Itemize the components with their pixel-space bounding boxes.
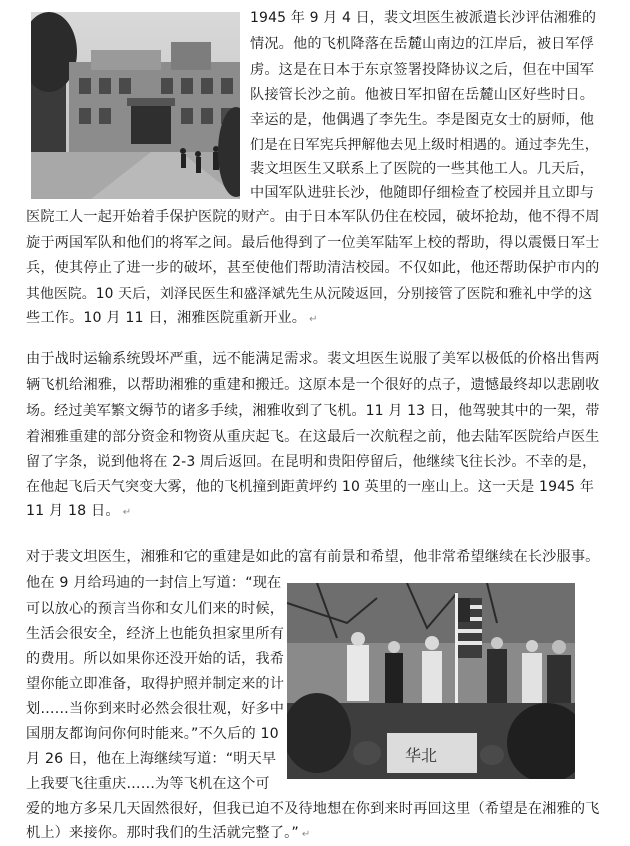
hospital-building-photo — [31, 12, 240, 199]
text-line: 幸运的是，他偶遇了李先生。李是图克女士的厨师，他 — [250, 112, 595, 128]
text-line-content: 11 月 18 日。 — [26, 503, 120, 519]
paragraph-mark: ↵ — [122, 507, 132, 518]
text-line: 生活会很安全，经济上也能负担家里所有 — [26, 626, 285, 642]
text-line: 情况。他的飞机降落在岳麓山南边的江岸后，被日军俘 — [250, 36, 595, 52]
text-line: 的费用。所以如果你还没开始的话，我希 — [26, 651, 285, 667]
text-line: 留了字条，说到他将在 2-3 周后返回。在昆明和贵阳停留后，他继续飞往长沙。不幸的是， — [26, 454, 597, 470]
text-line — [26, 308, 318, 330]
sign-board-text: 华北 — [405, 746, 438, 765]
text-line — [26, 823, 310, 845]
text-line: 可以放心的预言当你和女儿们来的时候， — [26, 601, 285, 617]
text-line: 在他起飞后天气突变大雾，他的飞机撞到距黄坪约 10 英里的一座山上。这一天是 1945 年 — [26, 479, 594, 495]
text-line: 辆飞机给湘雅，以帮助湘雅的重建和搬迁。这原本是一个很好的点子，遗憾最终却以悲剧收 — [26, 377, 600, 393]
text-line: 兵，使其停止了进一步的破坏，甚至使他们帮助清洁校园。不仅如此，他还帮助保护市内的 — [26, 260, 600, 276]
text-line: 队接管长沙之前。他被日军扣留在岳麓山区好些时日。 — [250, 87, 595, 103]
text-line: 场。经过美军繁文缛节的诸多手续，湘雅收到了飞机。11 月 13 日，他驾驶其中的一架，带 — [26, 403, 600, 419]
text-line: 望你能立即准备，取得护照并制定来的计 — [26, 676, 285, 692]
text-line: 中国军队进驻长沙，他随即仔细检查了校园并且立即与 — [250, 185, 595, 201]
text-line: 旋于两国军队和他们的将军之间。最后他得到了一位美军陆军上校的帮助，得以震慑日军士 — [26, 235, 600, 251]
text-line: 对于裴文坦医生，湘雅和它的重建是如此的富有前景和希望，他非常希望继续在长沙服事。 — [26, 549, 600, 565]
text-line-content: 些工作。10 月 11 日，湘雅医院重新开业。 — [26, 310, 307, 326]
text-line: 裴文坦医生又联系上了医院的一些其他工人。几天后， — [250, 161, 595, 177]
text-line: 其他医院。10 天后，刘泽民医生和盛泽斌先生从沅陵返回，分别接管了医院和雅礼中学的这 — [26, 286, 593, 302]
text-line: 由于战时运输系统毁坏严重，远不能满足需求。裴文坦医生说服了美军以极低的价格出售两 — [26, 351, 600, 367]
ceremony-photo — [287, 583, 575, 779]
text-line: 国朋友都询问你何时能来。”不久后的 10 — [26, 726, 279, 742]
text-line: 着湘雅重建的部分资金和物资从重庆起飞。在这最后一次航程之前，他去陆军医院给卢医生 — [26, 429, 600, 445]
text-line: 上我要飞往重庆……为等飞机在这个可 — [26, 776, 270, 792]
text-line: 医院工人一起开始着手保护医院的财产。由于日本军队仍住在校园，破坏抢劫，他不得不周 — [26, 209, 600, 225]
text-line: 月 26 日，他在上海继续写道：“明天早 — [26, 751, 277, 767]
text-line-content: 机上）来接你。那时我们的生活就完整了。” — [26, 825, 299, 841]
text-line: 爱的地方多呆几天固然很好，但我已迫不及待地想在你到来时再回这里（希望是在湘雅的飞 — [26, 801, 600, 817]
text-line: 划……当你到来时必然会很壮观，好多中 — [26, 701, 285, 717]
paragraph-mark: ↵ — [309, 314, 318, 325]
text-line: 们是在日军宪兵押解他去见上级时相遇的。通过李先生， — [250, 137, 599, 153]
text-line: 虏。这是在日本于东京签署投降协议之后，但在中国军 — [250, 62, 595, 78]
paragraph-mark: ↵ — [301, 829, 311, 840]
text-line — [26, 501, 131, 523]
text-line: 他在 9 月给玛迪的一封信上写道：“现在 — [26, 575, 282, 591]
text-line: 1945 年 9 月 4 日，裴文坦医生被派遣长沙评估湘雅的 — [250, 10, 597, 26]
